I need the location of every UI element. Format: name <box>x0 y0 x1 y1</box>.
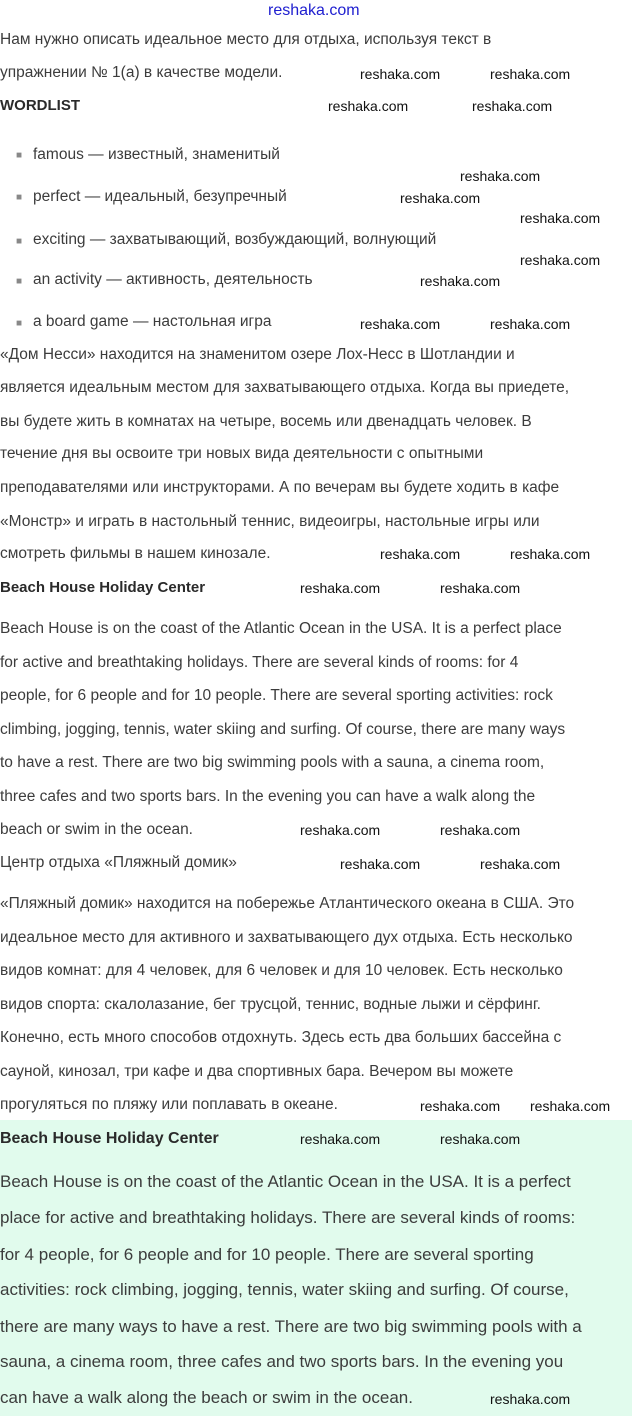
watermark-text: reshaka.com <box>360 66 441 82</box>
watermark-text: reshaka.com <box>340 856 421 872</box>
paragraph-line: «Пляжный домик» находится на побережье Атлантического океана в США. Это <box>0 895 575 912</box>
watermark-text: reshaka.com <box>420 1098 501 1114</box>
paragraph-line: for active and breathtaking holidays. There are several kinds of rooms: for 4 <box>0 654 519 671</box>
paragraph-line: смотреть фильмы в нашем кинозале. <box>0 545 271 562</box>
watermark-text: reshaka.com <box>300 580 381 596</box>
answer-line: can have a walk along the beach or swim in the ocean. <box>0 1388 413 1407</box>
paragraph-line: прогуляться по пляжу или поплавать в океане. <box>0 1096 338 1113</box>
watermark-text: reshaka.com <box>440 1131 521 1147</box>
paragraph-line: Конечно, есть много способов отдохнуть. Здесь есть два больших бассейна с <box>0 1029 562 1046</box>
wordlist-item: an activity — активность, деятельность <box>33 271 313 288</box>
site-watermark-link[interactable]: reshaka.com <box>268 2 360 19</box>
answer-line: sauna, a cinema room, three cafes and two sports bars. In the evening you <box>0 1352 564 1371</box>
answer-line: there are many ways to have a rest. There are two big swimming pools with a <box>0 1317 582 1336</box>
paragraph-line: идеальное место для активного и захватывающего дух отдыха. Есть несколько <box>0 929 573 946</box>
watermark-text: reshaka.com <box>400 190 481 206</box>
paragraph-line: to have a rest. There are two big swimming pools with a sauna, a cinema room, <box>0 754 545 771</box>
watermark-text: reshaka.com <box>530 1098 611 1114</box>
wordlist-item: perfect — идеальный, безупречный <box>33 188 287 205</box>
watermark-text: reshaka.com <box>440 580 521 596</box>
paragraph-line: видов комнат: для 4 человек, для 6 человек и для 10 человек. Есть несколько <box>0 962 563 979</box>
watermark-text: reshaka.com <box>300 822 381 838</box>
watermark-text: reshaka.com <box>510 546 591 562</box>
wordlist-item: famous — известный, знаменитый <box>33 146 280 163</box>
answer-line: place for active and breathtaking holidays. There are several kinds of rooms: <box>0 1208 576 1227</box>
answer-line: Beach House is on the coast of the Atlantic Ocean in the USA. It is a perfect <box>0 1172 571 1191</box>
section-heading: Beach House Holiday Center <box>0 579 206 596</box>
bullet-icon: ■ <box>16 236 23 247</box>
paragraph-line: three cafes and two sports bars. In the evening you can have a walk along the <box>0 788 536 805</box>
wordlist-heading: WORDLIST <box>0 97 80 114</box>
watermark-text: reshaka.com <box>300 1131 381 1147</box>
paragraph-line: «Монстр» и играть в настольный теннис, видеоигры, настольные игры или <box>0 513 540 530</box>
paragraph-line: сауной, кинозал, три кафе и два спортивных бара. Вечером вы можете <box>0 1063 514 1080</box>
watermark-text: reshaka.com <box>460 168 541 184</box>
watermark-text: reshaka.com <box>420 273 501 289</box>
watermark-text: reshaka.com <box>520 210 601 226</box>
watermark-text: reshaka.com <box>520 252 601 268</box>
paragraph-line: является идеальным местом для захватывающего отдыха. Когда вы приедете, <box>0 379 570 396</box>
bullet-icon: ■ <box>16 192 23 203</box>
paragraph-line: вы будете жить в комнатах на четыре, восемь или двенадцать человек. В <box>0 413 532 430</box>
bullet-icon: ■ <box>16 150 23 161</box>
watermark-text: reshaka.com <box>490 316 571 332</box>
watermark-text: reshaka.com <box>360 316 441 332</box>
watermark-text: reshaka.com <box>328 98 409 114</box>
watermark-text: reshaka.com <box>480 856 561 872</box>
section-heading: Центр отдыха «Пляжный домик» <box>0 854 237 871</box>
watermark-text: reshaka.com <box>472 98 553 114</box>
answer-line: activities: rock climbing, jogging, tennis, water skiing and surfing. Of course, <box>0 1280 569 1299</box>
watermark-text: reshaka.com <box>440 822 521 838</box>
watermark-text: reshaka.com <box>490 66 571 82</box>
intro-line: упражнении № 1(а) в качестве модели. <box>0 64 283 81</box>
bullet-icon: ■ <box>16 318 23 329</box>
paragraph-line: преподавателями или инструкторами. А по вечерам вы будете ходить в кафе <box>0 479 560 496</box>
answer-line: for 4 people, for 6 people and for 10 people. There are several sporting <box>0 1245 534 1264</box>
paragraph-line: Beach House is on the coast of the Atlantic Ocean in the USA. It is a perfect place <box>0 620 562 637</box>
wordlist-item: exciting — захватывающий, возбуждающий, волнующий <box>33 231 437 248</box>
paragraph-line: видов спорта: скалолазание, бег трусцой, теннис, водные лыжи и сёрфинг. <box>0 996 541 1013</box>
paragraph-line: «Дом Несси» находится на знаменитом озере Лох-Несс в Шотландии и <box>0 346 515 363</box>
bullet-icon: ■ <box>16 276 23 287</box>
paragraph-line: течение дня вы освоите три новых вида деятельности с опытными <box>0 445 484 462</box>
wordlist-item: a board game — настольная игра <box>33 313 272 330</box>
intro-line: Нам нужно описать идеальное место для отдыха, используя текст в <box>0 31 492 48</box>
answer-heading: Beach House Holiday Center <box>0 1130 219 1147</box>
paragraph-line: beach or swim in the ocean. <box>0 821 193 838</box>
paragraph-line: climbing, jogging, tennis, water skiing and surfing. Of course, there are many ways <box>0 721 566 738</box>
paragraph-line: people, for 6 people and for 10 people. There are several sporting activities: rock <box>0 687 553 704</box>
watermark-text: reshaka.com <box>380 546 461 562</box>
watermark-text: reshaka.com <box>490 1391 571 1407</box>
